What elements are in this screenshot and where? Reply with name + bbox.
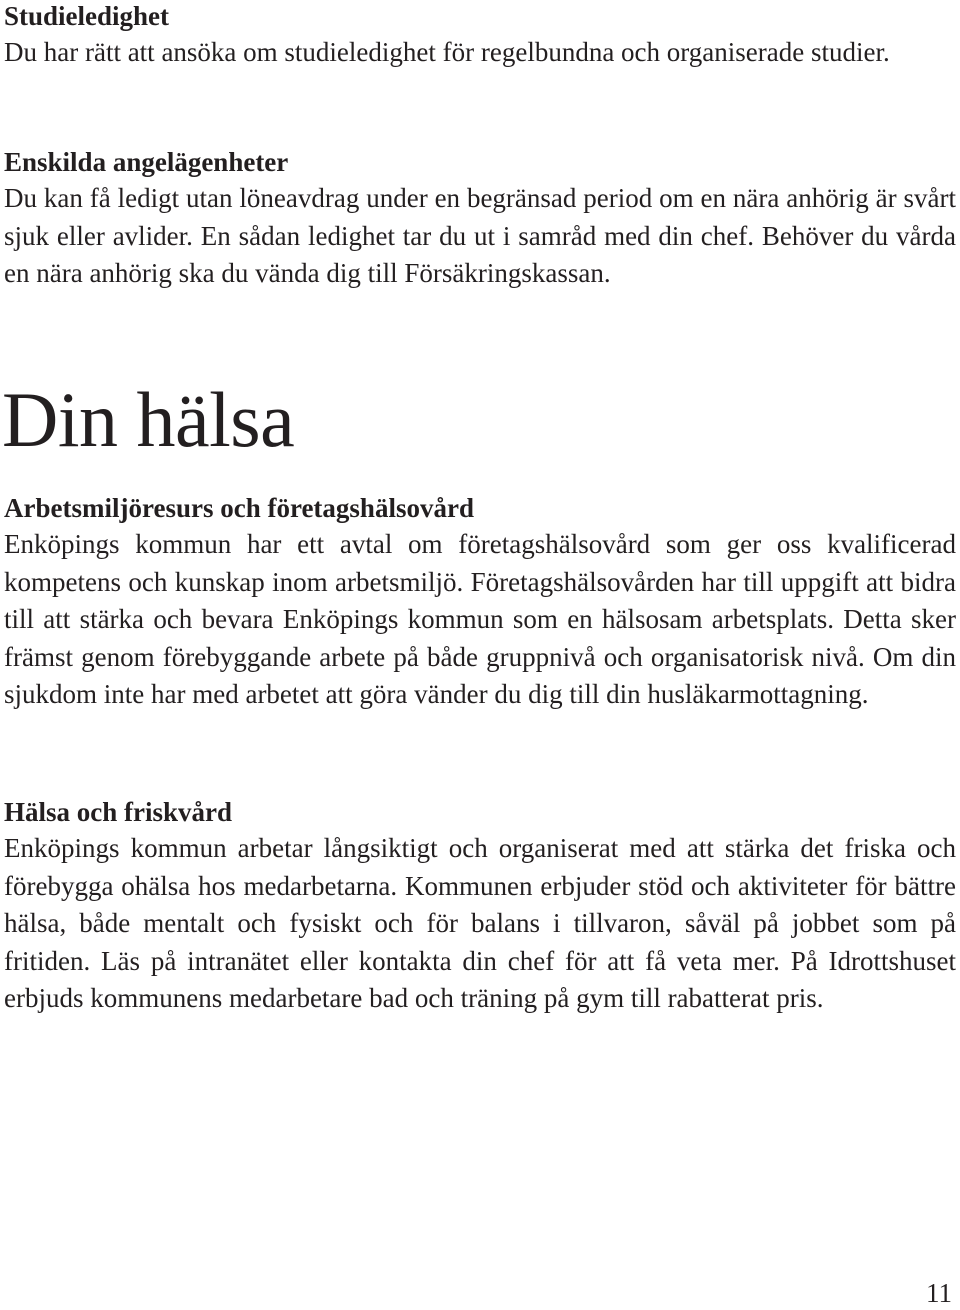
section-studieledighet — [4, 0, 956, 72]
chapter-title: Din hälsa — [2, 376, 295, 463]
section-heading: Studieledighet — [4, 1, 170, 31]
section-arbetsmiljoresurs — [4, 490, 956, 714]
section-body: Du kan få ledigt utan löneavdrag under en begränsad period om en nära anhörig är svårt sjuk eller avlider. En sådan ledighet tar du ut i samråd med din chef. Behöver du vårda en nära anhörig ska du vända dig till Försäkringskassan. — [4, 183, 956, 288]
section-body: Du har rätt att ansöka om studieledighet för regelbundna och organiserade studier. — [4, 37, 890, 67]
section-body: Enköpings kommun arbetar långsiktigt och organiserat med att stärka det friska och förebygga ohälsa hos medarbetarna. Kommunen erbjuder stöd och aktiviteter för bättre hälsa, både mentalt och fysiskt och för balans i tillvaron, såväl på jobbet som på fritiden. Läs på intranätet eller kontakta din chef för att få veta mer. På Idrottshuset erbjuds kommunens medarbetare bad och träning på gym till rabatterat pris. — [4, 833, 956, 1013]
section-enskilda-angelagenheter — [4, 144, 956, 293]
section-heading: Enskilda angelägenheter — [4, 147, 289, 177]
section-heading: Arbetsmiljöresurs och företagshälsovård — [4, 493, 474, 523]
section-body: Enköpings kommun har ett avtal om företagshälsovård som ger oss kvalificerad kompetens och kunskap inom arbetsmiljö. Företagshälsovården har till uppgift att bidra till att stärka och bevara Enköpings kommun som en hälsosam arbetsplats. Detta sker främst genom förebyggande arbete på både gruppnivå och organisatorisk nivå. Om din sjukdom inte har med arbetet att göra vänder du dig till din husläkarmottagning. — [4, 529, 956, 709]
section-heading: Hälsa och friskvård — [4, 797, 233, 827]
page-number: 11 — [926, 1278, 952, 1308]
section-halsa-och-friskvard — [4, 794, 956, 1018]
